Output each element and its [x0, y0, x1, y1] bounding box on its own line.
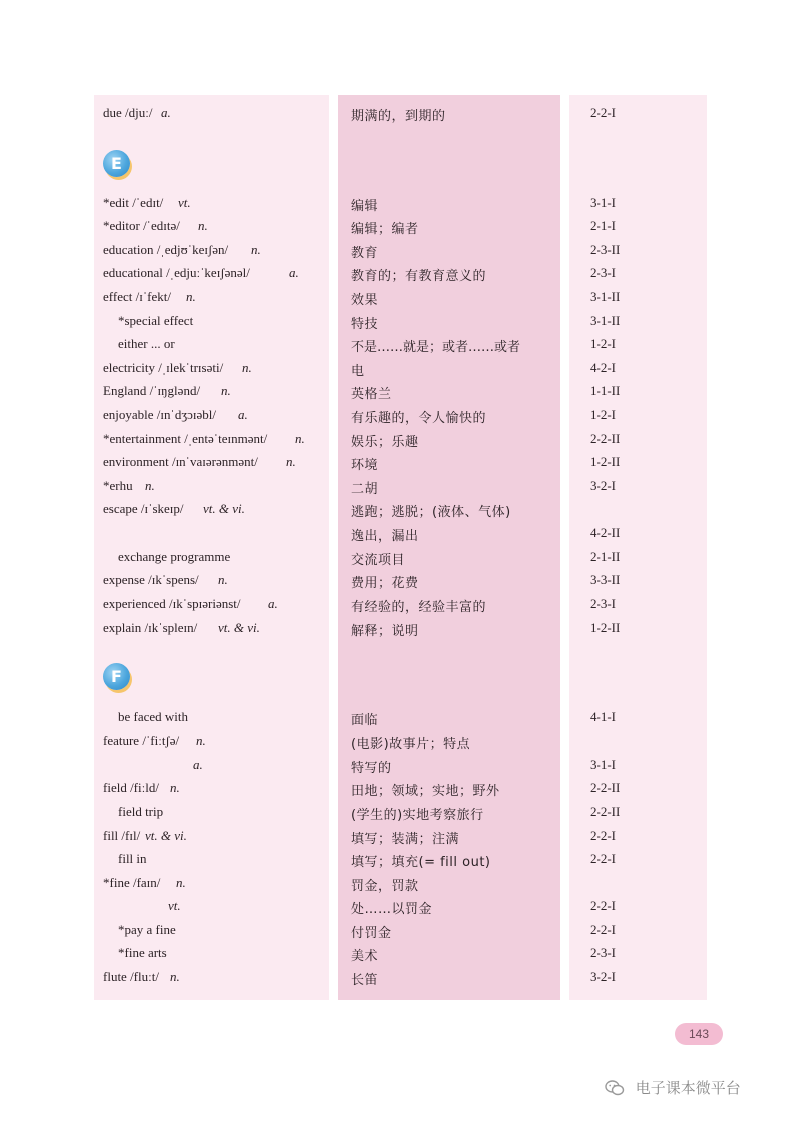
glossary-row: [0, 311, 800, 333]
meaning: (电影)故事片；特点: [351, 737, 471, 752]
meaning: 英格兰: [351, 387, 392, 402]
meaning: 二胡: [351, 482, 379, 497]
glossary-row: [0, 405, 800, 427]
unit-ref: 3-3-II: [590, 572, 621, 587]
meaning: 处……以罚金: [351, 902, 433, 917]
glossary-row: [0, 193, 800, 215]
unit-ref: 2-3-I: [590, 596, 616, 611]
meaning: 特写的: [351, 761, 392, 776]
meaning: 娱乐；乐趣: [351, 435, 419, 450]
glossary-row: [0, 381, 800, 403]
part-of-speech: n.: [145, 478, 155, 493]
glossary-row: [0, 103, 800, 125]
meaning: 期满的，到期的: [351, 109, 446, 124]
meaning: 美术: [351, 949, 379, 964]
headword: flute /fluːt/: [103, 969, 159, 984]
part-of-speech: n.: [170, 969, 180, 984]
unit-ref: 1-2-II: [590, 454, 621, 469]
unit-ref: 2-3-II: [590, 242, 621, 257]
unit-ref: 3-1-I: [590, 757, 616, 772]
unit-ref: 1-2-I: [590, 407, 616, 422]
glossary-row: [0, 967, 800, 989]
part-of-speech: n.: [251, 242, 261, 257]
glossary-row: [0, 802, 800, 824]
glossary-row: [0, 452, 800, 474]
headword: effect /ɪˈfekt/: [103, 289, 171, 304]
part-of-speech: a.: [161, 105, 171, 120]
glossary-row: [0, 755, 800, 777]
headword: either ... or: [118, 336, 175, 351]
unit-ref: 2-1-II: [590, 549, 621, 564]
headword: exchange programme: [118, 549, 231, 564]
meaning: 编辑: [351, 199, 379, 214]
unit-ref: 3-2-I: [590, 478, 616, 493]
headword: explain /ɪkˈspleɪn/: [103, 620, 198, 635]
headword: *edit /ˈedɪt/: [103, 195, 164, 210]
part-of-speech: n.: [286, 454, 296, 469]
headword: fill /fɪl/: [103, 828, 141, 843]
headword: *editor /ˈedɪtə/: [103, 218, 180, 233]
meaning: 逸出，漏出: [351, 529, 419, 544]
glossary-row: [0, 429, 800, 451]
unit-ref: 2-2-I: [590, 828, 616, 843]
unit-ref: 4-1-I: [590, 709, 616, 724]
section-letter-f-icon: F: [103, 663, 130, 690]
watermark: [605, 1077, 741, 1099]
headword: *fine /faɪn/: [103, 875, 161, 890]
glossary-row: [0, 778, 800, 800]
headword: experienced /ɪkˈspɪəriənst/: [103, 596, 241, 611]
watermark-text: 电子课本微平台: [635, 1079, 741, 1097]
glossary-row: [0, 618, 800, 640]
page-number: 143: [675, 1023, 723, 1045]
headword: England /ˈɪŋglənd/: [103, 383, 201, 398]
part-of-speech: n.: [221, 383, 231, 398]
part-of-speech: n.: [198, 218, 208, 233]
meaning: 效果: [351, 293, 379, 308]
glossary-row: [0, 499, 800, 521]
headword: feature /ˈfiːtʃə/: [103, 733, 180, 748]
glossary-row: [0, 873, 800, 895]
headword: *entertainment /ˌentəˈteɪnmənt/: [103, 431, 268, 446]
part-of-speech: n.: [196, 733, 206, 748]
unit-ref: 2-2-II: [590, 804, 621, 819]
glossary-row: [0, 476, 800, 498]
unit-ref: 3-2-I: [590, 969, 616, 984]
meaning: 填写；填充(= fill out): [351, 855, 491, 870]
meaning: 教育的；有教育意义的: [351, 269, 487, 284]
glossary-row: [0, 240, 800, 262]
part-of-speech: vt. & vi.: [145, 828, 187, 843]
meaning: 付罚金: [351, 926, 392, 941]
unit-ref: 3-1-I: [590, 195, 616, 210]
headword: due /djuː/: [103, 105, 153, 120]
headword: escape /ɪˈskeɪp/: [103, 501, 184, 516]
unit-ref: 2-2-I: [590, 851, 616, 866]
meaning: 填写；装满；注满: [351, 832, 460, 847]
part-of-speech: vt.: [168, 898, 181, 913]
headword: education /ˌedjʊˈkeɪʃən/: [103, 242, 229, 257]
glossary-row: [0, 523, 800, 545]
headword: environment /ɪnˈvaɪərənmənt/: [103, 454, 258, 469]
meaning: 费用；花费: [351, 576, 419, 591]
meaning: 长笛: [351, 973, 379, 988]
unit-ref: 1-2-I: [590, 336, 616, 351]
part-of-speech: n.: [242, 360, 252, 375]
meaning: 电: [351, 364, 365, 379]
meaning: 教育: [351, 246, 379, 261]
meaning: 有乐趣的，令人愉快的: [351, 411, 487, 426]
headword: *erhu: [103, 478, 133, 493]
unit-ref: 2-2-I: [590, 105, 616, 120]
headword: educational /ˌedjuːˈkeɪʃənəl/: [103, 265, 250, 280]
headword: *special effect: [118, 313, 194, 328]
glossary-row: [0, 826, 800, 848]
part-of-speech: a.: [268, 596, 278, 611]
unit-ref: 1-1-II: [590, 383, 621, 398]
part-of-speech: n.: [186, 289, 196, 304]
meaning: 逃跑；逃脱；(液体、气体): [351, 505, 511, 520]
headword: field /fiːld/: [103, 780, 159, 795]
unit-ref: 2-3-I: [590, 945, 616, 960]
unit-ref: 2-2-II: [590, 780, 621, 795]
part-of-speech: n.: [218, 572, 228, 587]
headword: field trip: [118, 804, 164, 819]
unit-ref: 2-3-I: [590, 265, 616, 280]
meaning: 田地；领域；实地；野外: [351, 784, 500, 799]
wechat-icon: [605, 1080, 625, 1096]
part-of-speech: n.: [170, 780, 180, 795]
headword: expense /ɪkˈspens/: [103, 572, 199, 587]
unit-ref: 1-2-II: [590, 620, 621, 635]
part-of-speech: n.: [176, 875, 186, 890]
headword: be faced with: [118, 709, 189, 724]
glossary-row: [0, 943, 800, 965]
headword: *fine arts: [118, 945, 167, 960]
unit-ref: 4-2-I: [590, 360, 616, 375]
glossary-row: [0, 334, 800, 356]
meaning: 面临: [351, 713, 379, 728]
meaning: 编辑；编者: [351, 222, 419, 237]
glossary-row: [0, 707, 800, 729]
unit-ref: 2-2-I: [590, 898, 616, 913]
glossary-row: [0, 570, 800, 592]
section-letter-e-icon: E: [103, 150, 130, 177]
part-of-speech: vt.: [178, 195, 191, 210]
glossary-row: [0, 849, 800, 871]
glossary-row: [0, 547, 800, 569]
meaning: 有经验的，经验丰富的: [351, 600, 487, 615]
glossary-row: [0, 731, 800, 753]
headword: fill in: [118, 851, 147, 866]
part-of-speech: a.: [238, 407, 248, 422]
glossary-row: [0, 896, 800, 918]
meaning: 不是……就是；或者……或者: [351, 340, 521, 355]
headword: electricity /ˌɪlekˈtrɪsəti/: [103, 360, 224, 375]
glossary-row: [0, 594, 800, 616]
unit-ref: 2-1-I: [590, 218, 616, 233]
meaning: 环境: [351, 458, 379, 473]
glossary-row: [0, 358, 800, 380]
unit-ref: 2-2-I: [590, 922, 616, 937]
part-of-speech: a.: [193, 757, 203, 772]
unit-ref: 3-1-II: [590, 289, 621, 304]
part-of-speech: vt. & vi.: [218, 620, 260, 635]
meaning: (学生的)实地考察旅行: [351, 808, 484, 823]
headword: enjoyable /ɪnˈdʒɔɪəbl/: [103, 407, 216, 422]
glossary-row: [0, 287, 800, 309]
meaning: 罚金，罚款: [351, 879, 419, 894]
glossary-row: [0, 216, 800, 238]
unit-ref: 2-2-II: [590, 431, 621, 446]
part-of-speech: n.: [295, 431, 305, 446]
unit-ref: 3-1-II: [590, 313, 621, 328]
part-of-speech: vt. & vi.: [203, 501, 245, 516]
glossary-row: [0, 263, 800, 285]
headword: *pay a fine: [118, 922, 176, 937]
glossary-row: [0, 920, 800, 942]
meaning: 解释；说明: [351, 624, 419, 639]
meaning: 交流项目: [351, 553, 406, 568]
meaning: 特技: [351, 317, 379, 332]
part-of-speech: a.: [289, 265, 299, 280]
unit-ref: 4-2-II: [590, 525, 621, 540]
